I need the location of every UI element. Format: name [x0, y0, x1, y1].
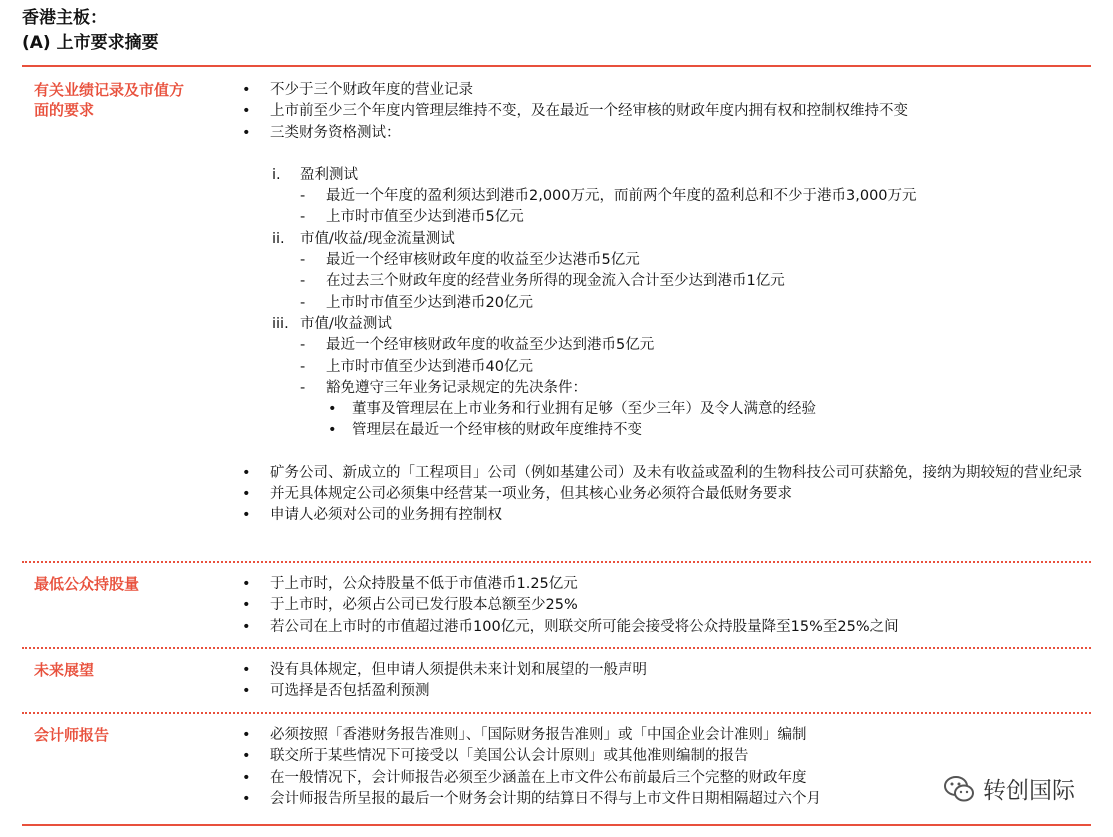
section-heading: 会计师报告 [34, 726, 110, 744]
section-divider [22, 561, 1091, 563]
list-item: • 联交所于某些情况下可接受以「美国公认会计原则」或其他准则编制的报告 [238, 746, 1091, 767]
test-item: - 豁免遵守三年业务记录规定的先决条件： [238, 378, 1091, 399]
watermark [939, 770, 1079, 807]
test-item: - 上市时市值至少达到港币20亿元 [238, 293, 1091, 314]
test-heading: i. 盈利测试 [272, 166, 358, 183]
list-item: • 必须按照「香港财务报告准则」、「国际财务报告准则」或「中国企业会计准则」编制 [238, 725, 1091, 746]
test-item: - 上市时市值至少达到港币40亿元 [238, 357, 1091, 378]
wechat-icon [943, 774, 975, 804]
section-divider [22, 647, 1091, 649]
section-body [238, 660, 1091, 703]
list-item: • 于上市时，必须占公司已发行股本总额至少25% [238, 595, 1091, 616]
bottom-divider [22, 824, 1091, 826]
test-item: - 上市时市值至少达到港币5亿元 [238, 207, 1091, 228]
top-divider [22, 65, 1091, 67]
list-item: • 上市前至少三个年度内管理层维持不变，及在最近一个经审核的财政年度内拥有权和控制权维持不变 [238, 101, 1091, 122]
list-item: • 可选择是否包括盈利预测 [238, 681, 1091, 702]
list-item: • 三类财务资格测试： [238, 123, 1091, 144]
section-heading: 最低公众持股量 [34, 575, 140, 593]
watermark-text: 转创国际 [983, 778, 1075, 804]
section-heading: 有关业绩记录及市值方 面的要求 [34, 81, 185, 119]
list-item: • 没有具体规定，但申请人须提供未来计划和展望的一般声明 [238, 660, 1091, 681]
test-heading: iii. 市值/收益测试 [272, 315, 392, 332]
section-divider [22, 712, 1091, 714]
list-item: • 不少于三个财政年度的营业记录 [238, 80, 1091, 101]
title-line-2: (A) 上市要求摘要 [22, 33, 159, 53]
list-item: • 于上市时，公众持股量不低于市值港币1.25亿元 [238, 574, 1091, 595]
test-heading: ii. 市值/收益/现金流量测试 [272, 230, 455, 247]
list-item: • 申请人必须对公司的业务拥有控制权 [238, 505, 1091, 526]
test-item: - 最近一个年度的盈利须达到港币2,000万元，而前两个年度的盈利总和不少于港币3,000万元 [238, 186, 1091, 207]
section-body [238, 80, 1091, 527]
list-item: • 若公司在上市时的市值超过港币100亿元，则联交所可能会接受将公众持股量降至15%至25%之间 [238, 617, 1091, 638]
section-body [238, 574, 1091, 638]
section-heading: 未来展望 [34, 661, 95, 679]
page-title [22, 6, 159, 56]
test-subitem: • 董事及管理层在上市业务和行业拥有足够（至少三年）及令人满意的经验 [238, 399, 1091, 420]
test-subitem: • 管理层在最近一个经审核的财政年度维持不变 [238, 420, 1091, 441]
test-item: - 最近一个经审核财政年度的收益至少达到港币5亿元 [238, 335, 1091, 356]
test-item: - 最近一个经审核财政年度的收益至少达港币5亿元 [238, 250, 1091, 271]
list-item: • 会计师报告所呈报的最后一个财务会计期的结算日不得与上市文件日期相隔超过六个月 [238, 789, 1091, 810]
list-item: • 在一般情况下，会计师报告必须至少涵盖在上市文件公布前最后三个完整的财政年度 [238, 768, 1091, 789]
list-item: • 并无具体规定公司必须集中经营某一项业务，但其核心业务必须符合最低财务要求 [238, 484, 1091, 505]
title-line-1: 香港主板： [22, 8, 107, 28]
test-item: - 在过去三个财政年度的经营业务所得的现金流入合计至少达到港币1亿元 [238, 271, 1091, 292]
list-item: • 矿务公司、新成立的「工程项目」公司（例如基建公司）及未有收益或盈利的生物科技公司可获豁免，接纳为期较短的营业纪录 [238, 463, 1091, 484]
